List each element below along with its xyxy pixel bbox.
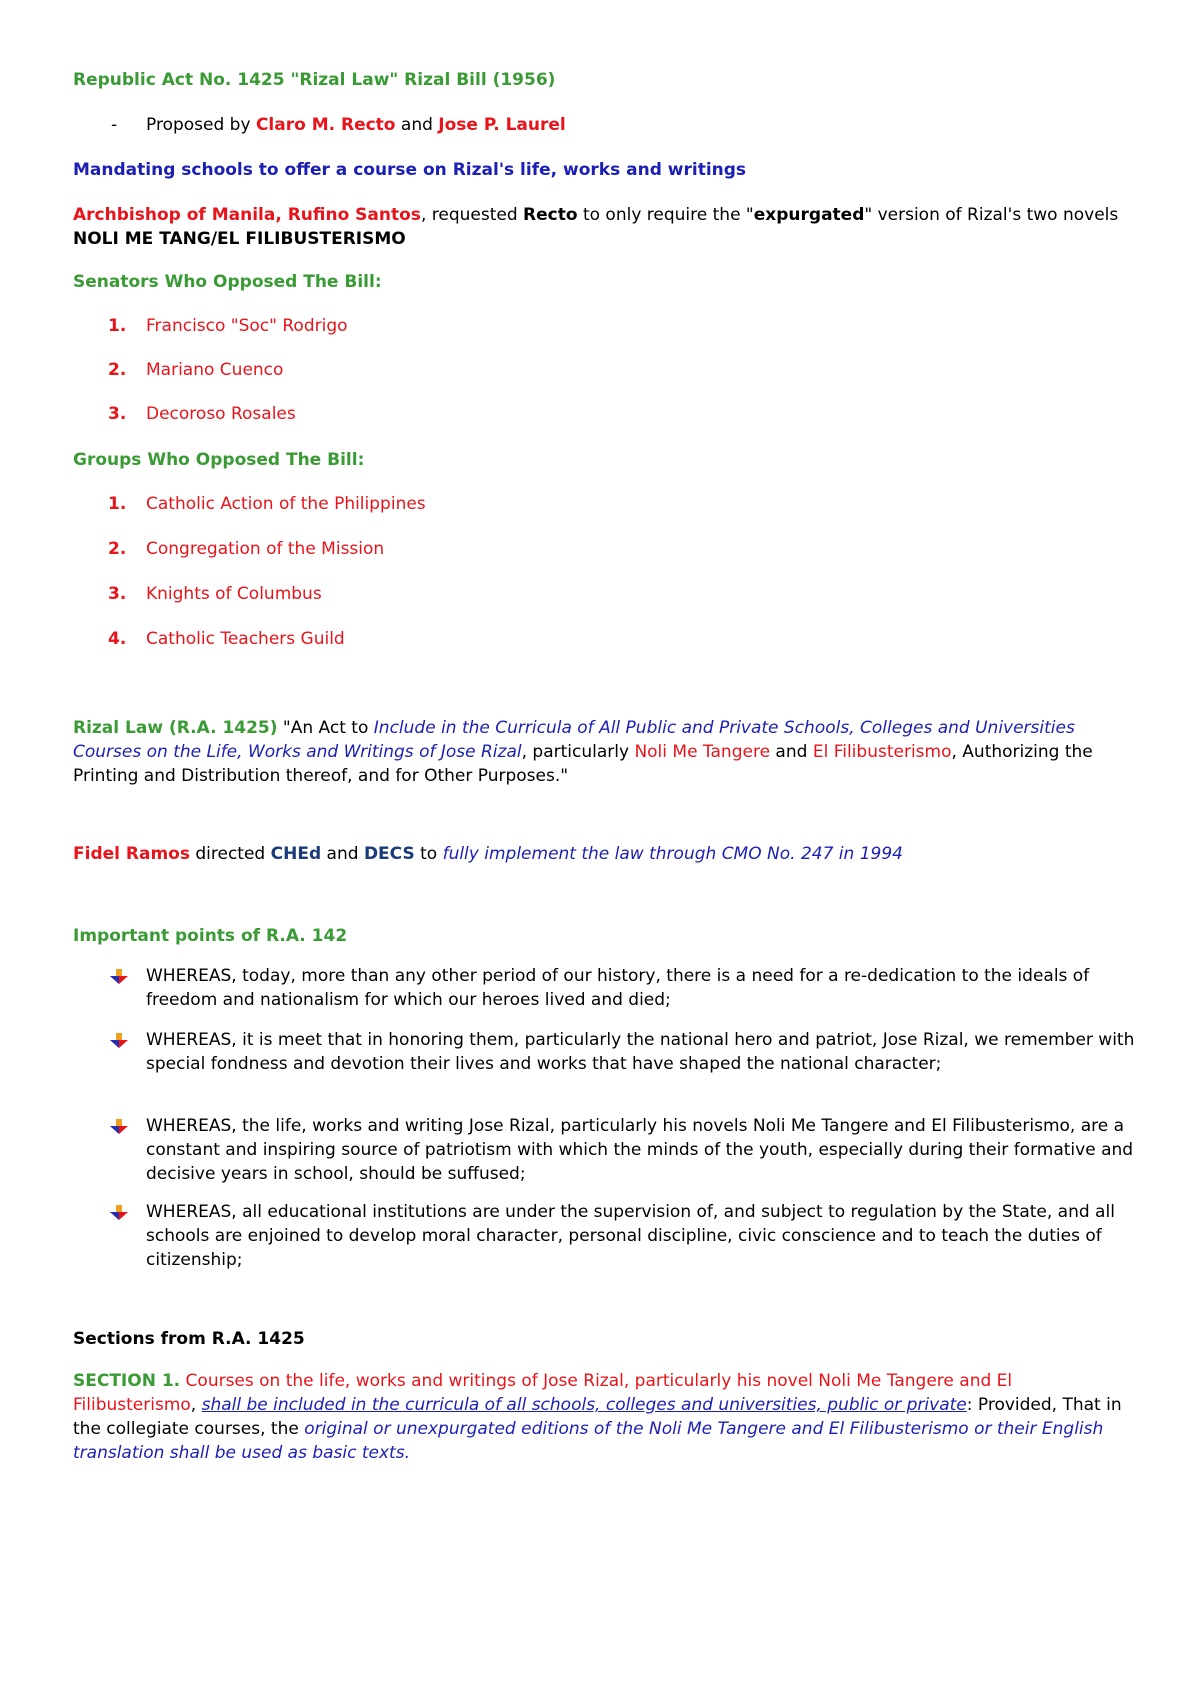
- sections-heading: Sections from R.A. 1425: [73, 1329, 305, 1349]
- group-name: Catholic Action of the Philippines: [146, 494, 426, 514]
- archbishop-paragraph: [73, 203, 1138, 251]
- groups-list: [73, 492, 1138, 672]
- proposed-by-line: [73, 113, 1138, 137]
- list-item: [73, 314, 1138, 358]
- whereas-clause: WHEREAS, today, more than any other period of our history, there is a need for a re-dedication to the ideals of freedom and nationalism for which our heroes lived and died;: [146, 966, 1090, 1010]
- ramos-paragraph: [73, 842, 1138, 866]
- rizal-law-text-1: "An Act to: [277, 718, 374, 738]
- ramos-text-1: directed: [189, 844, 271, 864]
- noli-title: Noli Me Tangere: [634, 742, 771, 762]
- novels-title: NOLI ME TANG/EL FILIBUSTERISMO: [73, 229, 406, 249]
- list-number: 2.: [108, 360, 127, 380]
- archbishop-name: Archbishop of Manila, Rufino Santos: [73, 205, 421, 225]
- list-item: [73, 1028, 1138, 1076]
- section-1-underlined: shall be included in the curricula of all schools, colleges and universities, public or private: [201, 1395, 967, 1415]
- arrow-bullet-icon: [109, 1033, 129, 1049]
- ched-name: CHEd: [270, 844, 322, 864]
- list-number: 3.: [108, 584, 127, 604]
- section-1-label: SECTION 1.: [73, 1371, 181, 1391]
- section-1-comma: ,: [190, 1395, 202, 1415]
- list-number: 1.: [108, 316, 127, 336]
- list-item: [73, 358, 1138, 402]
- act-title-italic: Include in the Curricula of All Public and Private Schools, Colleges and Universities Courses on the Life, Works and Writings of Jose Rizal: [73, 718, 1075, 762]
- rizal-law-label: Rizal Law (R.A. 1425): [73, 718, 278, 738]
- proposed-prefix: Proposed by: [146, 115, 256, 135]
- ramos-text-2: and: [321, 844, 364, 864]
- senator-name: Francisco "Soc" Rodrigo: [146, 316, 348, 336]
- section-1-italic: original or unexpurgated editions of the Noli Me Tangere and El Filibusterismo or their English translation shall be used as basic texts.: [73, 1419, 1104, 1463]
- section-1-text-2: : Provided, That in the collegiate courses, the: [73, 1395, 1122, 1439]
- section-1-red-text: Courses on the life, works and writings of Jose Rizal, particularly his novel Noli Me Tangere and El Filibusterismo: [73, 1371, 1013, 1415]
- ramos-text-3: to: [414, 844, 443, 864]
- expurgated-word: expurgated: [753, 205, 865, 225]
- proposer-recto: Claro M. Recto: [255, 115, 396, 135]
- arrow-bullet-icon: [109, 1205, 129, 1221]
- ramos-name: Fidel Ramos: [73, 844, 190, 864]
- dash-marker: -: [111, 115, 118, 135]
- archbishop-text-1: , requested: [420, 205, 524, 225]
- list-item: [73, 1200, 1138, 1272]
- list-number: 2.: [108, 539, 127, 559]
- list-item: [73, 1114, 1138, 1186]
- group-name: Catholic Teachers Guild: [146, 629, 345, 649]
- list-item: [73, 402, 1138, 446]
- whereas-clause: WHEREAS, it is meet that in honoring them, particularly the national hero and patriot, Jose Rizal, we remember with special fondness and devotion their lives and works that have shaped the national character;: [146, 1030, 1135, 1074]
- arrow-bullet-icon: [109, 969, 129, 985]
- archbishop-text-2: to only require the ": [577, 205, 754, 225]
- ramos-directive-italic: fully implement the law through CMO No. 247 in 1994: [442, 844, 903, 864]
- important-points-heading: Important points of R.A. 142: [73, 926, 348, 946]
- list-number: 3.: [108, 404, 127, 424]
- list-item: [73, 627, 1138, 672]
- page-title: Republic Act No. 1425 "Rizal Law" Rizal Bill (1956): [73, 70, 556, 90]
- archbishop-text-3: " version of Rizal's two novels: [864, 205, 1119, 225]
- proposed-and: and: [395, 115, 439, 135]
- list-item: [73, 537, 1138, 582]
- decs-name: DECS: [363, 844, 415, 864]
- fili-title: El Filibusterismo: [812, 742, 952, 762]
- section-1-paragraph: [73, 1369, 1138, 1465]
- list-item: [73, 582, 1138, 627]
- mandate-statement: Mandating schools to offer a course on Rizal's life, works and writings: [73, 160, 747, 180]
- senators-heading: Senators Who Opposed The Bill:: [73, 272, 382, 292]
- list-number: 4.: [108, 629, 127, 649]
- group-name: Knights of Columbus: [146, 584, 322, 604]
- recto-name: Recto: [523, 205, 578, 225]
- rizal-law-text-3: and: [770, 742, 813, 762]
- whereas-clause: WHEREAS, the life, works and writing Jose Rizal, particularly his novels Noli Me Tangere and El Filibusterismo, are a constant and inspiring source of patriotism with which the minds of the youth, especially during their formative and decisive years in school, should be suffused;: [146, 1116, 1134, 1184]
- group-name: Congregation of the Mission: [146, 539, 385, 559]
- proposer-laurel: Jose P. Laurel: [438, 115, 566, 135]
- list-number: 1.: [108, 494, 127, 514]
- senator-name: Decoroso Rosales: [146, 404, 296, 424]
- whereas-clause: WHEREAS, all educational institutions are under the supervision of, and subject to regulation by the State, and all schools are enjoined to develop moral character, personal discipline, civic conscience and to teach the duties of citizenship;: [146, 1202, 1115, 1270]
- rizal-law-text-2: , particularly: [521, 742, 635, 762]
- arrow-bullet-icon: [109, 1119, 129, 1135]
- rizal-law-paragraph: [73, 716, 1138, 788]
- senators-list: [73, 314, 1138, 446]
- groups-heading: Groups Who Opposed The Bill:: [73, 450, 365, 470]
- list-item: [73, 492, 1138, 537]
- list-item: [73, 964, 1138, 1012]
- rizal-law-text-4: , Authorizing the Printing and Distribution thereof, and for Other Purposes.": [73, 742, 1093, 786]
- senator-name: Mariano Cuenco: [146, 360, 284, 380]
